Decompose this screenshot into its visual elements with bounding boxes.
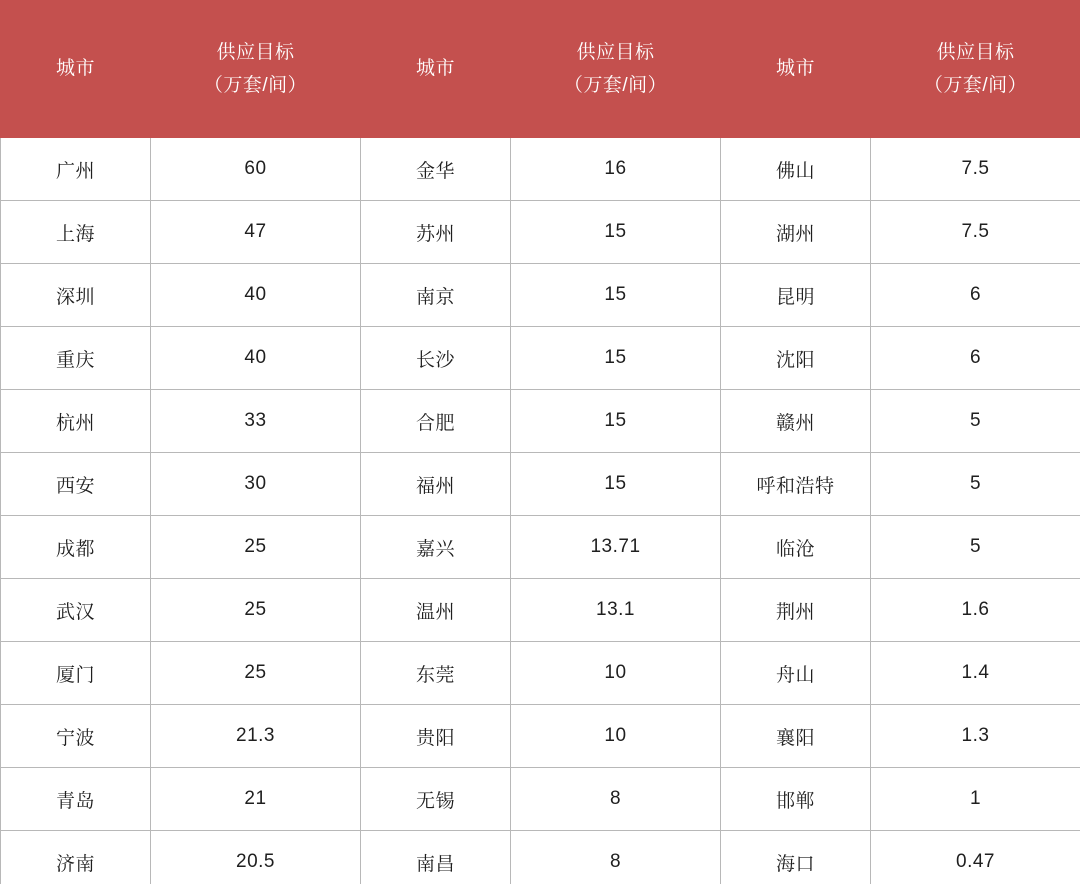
cell-city: 东莞	[361, 642, 511, 705]
cell-target: 15	[511, 264, 721, 327]
cell-target: 1.6	[871, 579, 1080, 642]
cell-city: 武汉	[1, 579, 151, 642]
cell-target: 21	[151, 768, 361, 831]
cell-target: 1.4	[871, 642, 1080, 705]
cell-target: 8	[511, 831, 721, 884]
cell-city: 苏州	[361, 201, 511, 264]
column-header-city-3-label: 城市	[775, 58, 815, 80]
cell-city: 湖州	[721, 201, 871, 264]
column-header-city-2-label: 城市	[415, 58, 455, 80]
cell-city: 无锡	[361, 768, 511, 831]
table-row	[1, 705, 1080, 768]
table-row	[1, 642, 1080, 705]
column-header-city-3	[721, 1, 871, 138]
cell-city: 成都	[1, 516, 151, 579]
table-row	[1, 201, 1080, 264]
column-header-target-3-line1: 供应目标	[936, 41, 1015, 63]
cell-target: 7.5	[871, 138, 1080, 201]
column-header-target-2-line2: （万套/间）	[563, 75, 668, 96]
cell-city: 青岛	[1, 768, 151, 831]
cell-city: 重庆	[1, 327, 151, 390]
cell-target: 15	[511, 327, 721, 390]
header-row	[1, 1, 1080, 138]
column-header-city-1-label: 城市	[55, 58, 95, 80]
cell-city: 昆明	[721, 264, 871, 327]
cell-city: 温州	[361, 579, 511, 642]
table-row	[1, 327, 1080, 390]
cell-target: 15	[511, 453, 721, 516]
cell-city: 贵阳	[361, 705, 511, 768]
cell-city: 佛山	[721, 138, 871, 201]
cell-target: 25	[151, 579, 361, 642]
cell-target: 15	[511, 201, 721, 264]
cell-target: 40	[151, 327, 361, 390]
table-body	[1, 138, 1080, 884]
cell-city: 福州	[361, 453, 511, 516]
cell-target: 0.47	[871, 831, 1080, 884]
column-header-target-2	[511, 1, 721, 138]
column-header-city-2	[361, 1, 511, 138]
cell-city: 深圳	[1, 264, 151, 327]
cell-target: 47	[151, 201, 361, 264]
cell-target: 6	[871, 264, 1080, 327]
cell-city: 宁波	[1, 705, 151, 768]
table-row	[1, 579, 1080, 642]
column-header-target-1-line2: （万套/间）	[203, 75, 308, 96]
cell-target: 8	[511, 768, 721, 831]
cell-target: 33	[151, 390, 361, 453]
cell-target: 13.1	[511, 579, 721, 642]
cell-target: 30	[151, 453, 361, 516]
cell-city: 赣州	[721, 390, 871, 453]
cell-target: 1.3	[871, 705, 1080, 768]
table-row	[1, 453, 1080, 516]
cell-city: 南昌	[361, 831, 511, 884]
cell-target: 21.3	[151, 705, 361, 768]
cell-target: 10	[511, 642, 721, 705]
column-header-target-1	[151, 1, 361, 138]
column-header-target-2-line1: 供应目标	[576, 41, 655, 63]
table-row	[1, 390, 1080, 453]
cell-target: 25	[151, 642, 361, 705]
cell-city: 临沧	[721, 516, 871, 579]
cell-target: 40	[151, 264, 361, 327]
cell-city: 襄阳	[721, 705, 871, 768]
cell-target: 5	[871, 453, 1080, 516]
cell-city: 金华	[361, 138, 511, 201]
cell-city: 荆州	[721, 579, 871, 642]
cell-city: 济南	[1, 831, 151, 884]
cell-city: 南京	[361, 264, 511, 327]
cell-city: 上海	[1, 201, 151, 264]
cell-target: 7.5	[871, 201, 1080, 264]
table-row	[1, 768, 1080, 831]
cell-city: 西安	[1, 453, 151, 516]
cell-city: 沈阳	[721, 327, 871, 390]
cell-city: 邯郸	[721, 768, 871, 831]
cell-target: 5	[871, 390, 1080, 453]
column-header-target-3	[871, 1, 1080, 138]
cell-target: 13.71	[511, 516, 721, 579]
cell-city: 广州	[1, 138, 151, 201]
table-row	[1, 264, 1080, 327]
cell-target: 16	[511, 138, 721, 201]
cell-target: 20.5	[151, 831, 361, 884]
cell-city: 舟山	[721, 642, 871, 705]
cell-target: 10	[511, 705, 721, 768]
cell-target: 5	[871, 516, 1080, 579]
cell-target: 60	[151, 138, 361, 201]
cell-target: 1	[871, 768, 1080, 831]
table-row	[1, 138, 1080, 201]
column-header-city-1	[1, 1, 151, 138]
cell-city: 呼和浩特	[721, 453, 871, 516]
cell-city: 合肥	[361, 390, 511, 453]
cell-city: 海口	[721, 831, 871, 884]
cell-city: 长沙	[361, 327, 511, 390]
table-header	[1, 1, 1080, 138]
table-row	[1, 516, 1080, 579]
column-header-target-3-line2: （万套/间）	[923, 75, 1028, 96]
cell-target: 15	[511, 390, 721, 453]
cell-city: 嘉兴	[361, 516, 511, 579]
cell-target: 25	[151, 516, 361, 579]
cell-target: 6	[871, 327, 1080, 390]
cell-city: 杭州	[1, 390, 151, 453]
cell-city: 厦门	[1, 642, 151, 705]
table-row	[1, 831, 1080, 884]
column-header-target-1-line1: 供应目标	[216, 41, 295, 63]
